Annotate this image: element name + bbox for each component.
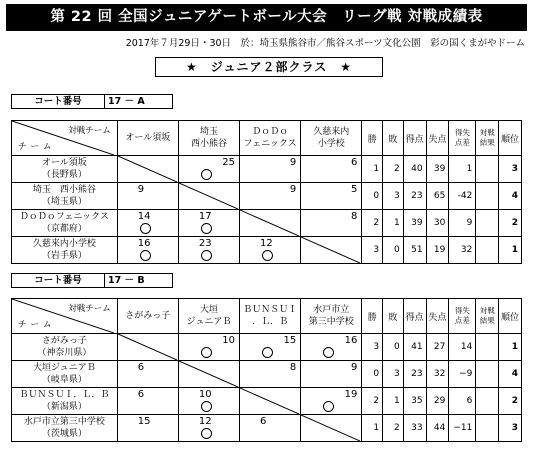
team-cell — [12, 388, 118, 415]
point-diff-value: 14 — [449, 334, 476, 361]
wins-value: 3 — [362, 334, 383, 361]
team-name: 水戸市立第三中学校 — [23, 417, 105, 427]
header-line: 対戦 — [479, 128, 495, 137]
match-score: 16 — [344, 335, 358, 346]
points-against-header: 失点 — [426, 299, 449, 334]
match-score-cell — [301, 334, 362, 361]
match-score: 9 — [137, 184, 145, 195]
team-cell — [12, 210, 118, 237]
team-row — [12, 183, 522, 210]
team-prefecture: （新潟県） — [41, 402, 87, 412]
match-score-cell — [117, 237, 178, 264]
opponent-column-header — [240, 121, 301, 156]
win-circle-icon — [323, 347, 334, 358]
match-score-cell — [178, 415, 239, 442]
match-score-cell — [178, 210, 239, 237]
points-for-header: 得点 — [403, 121, 426, 156]
match-score-cell — [301, 361, 362, 388]
self-match-cell — [178, 183, 239, 210]
team-row — [12, 237, 522, 264]
match-score: 9 — [289, 157, 297, 168]
league-table — [11, 120, 522, 264]
opponent-name-line: 水戸市立 — [313, 305, 350, 315]
points-against-value: 32 — [426, 361, 449, 388]
match-score-cell — [178, 334, 239, 361]
wins-value: 1 — [362, 156, 383, 183]
points-against-value: 39 — [426, 156, 449, 183]
match-score-cell — [240, 334, 301, 361]
points-for-value: 33 — [403, 415, 426, 442]
class-banner: ★ ジュニア２部クラス ★ — [155, 57, 383, 77]
court-number: 17 － A — [108, 96, 145, 107]
match-score: 17 — [198, 211, 212, 222]
corner-opponent-label: 対戦チーム — [68, 304, 111, 314]
match-score: 19 — [344, 389, 358, 400]
points-against-value: 30 — [426, 210, 449, 237]
match-score: 14 — [137, 211, 151, 222]
opponent-name-line: オール須坂 — [125, 133, 171, 143]
opponent-name-line: さがみっ子 — [125, 311, 171, 321]
match-score: 8 — [350, 211, 358, 222]
match-score-cell — [240, 415, 301, 442]
match-score-cell — [301, 156, 362, 183]
point-diff-value: 1 — [449, 156, 476, 183]
win-circle-icon — [201, 250, 212, 261]
opponent-column-header — [178, 299, 239, 334]
losses-value: 2 — [383, 415, 404, 442]
team-cell — [12, 237, 118, 264]
match-score: 6 — [260, 416, 267, 427]
corner-team-label: チーム — [18, 320, 56, 330]
points-against-value: 27 — [426, 334, 449, 361]
rank-header: 順位 — [499, 121, 522, 156]
point-diff-value: 32 — [449, 237, 476, 264]
opponent-name-line: 小学校 — [317, 139, 345, 149]
opponent-column-header — [117, 121, 178, 156]
team-cell — [12, 156, 118, 183]
self-match-cell — [178, 361, 239, 388]
header-line: 結果 — [479, 316, 495, 325]
opponent-column-header — [178, 121, 239, 156]
match-score-cell — [301, 388, 362, 415]
team-name: ＤｏＤｏフェニックス — [19, 212, 109, 222]
match-result-value — [476, 388, 499, 415]
opponent-name-line: 大垣 — [199, 305, 218, 315]
points-for-value: 40 — [403, 156, 426, 183]
match-score-cell — [178, 156, 239, 183]
team-cell — [12, 415, 118, 442]
point-diff-value: −9 — [449, 361, 476, 388]
opponent-column-header — [301, 299, 362, 334]
losses-value: 0 — [383, 237, 404, 264]
match-score-cell — [240, 183, 301, 210]
opponent-name-line: 第三中学校 — [308, 317, 354, 327]
league-table — [11, 298, 522, 442]
losses-value: 3 — [383, 361, 404, 388]
losses-header: 敗 — [383, 121, 404, 156]
opponent-name-line: ＤｏＤｏ — [252, 127, 289, 137]
win-circle-icon — [140, 250, 151, 261]
match-result-value — [476, 334, 499, 361]
court-label-box — [11, 94, 173, 109]
header-line: 点差 — [454, 316, 470, 325]
opponent-column-header — [117, 299, 178, 334]
points-against-value: 19 — [426, 237, 449, 264]
match-score: 6 — [350, 157, 358, 168]
match-result-header — [476, 299, 499, 334]
wins-value: 0 — [362, 183, 383, 210]
match-score: 15 — [137, 416, 151, 427]
win-circle-icon — [262, 347, 273, 358]
court-label: コート番号 — [12, 274, 105, 287]
match-score-cell — [117, 361, 178, 388]
match-score-cell — [117, 388, 178, 415]
match-score: 8 — [289, 362, 297, 373]
match-score-cell — [178, 237, 239, 264]
rank-value: 2 — [499, 210, 522, 237]
points-for-value: 23 — [403, 361, 426, 388]
match-score: 9 — [350, 362, 358, 373]
header-line: 得失 — [454, 128, 470, 137]
header-row — [12, 121, 522, 156]
losses-value: 2 — [383, 156, 404, 183]
win-circle-icon — [201, 169, 212, 180]
match-score: 16 — [137, 238, 151, 249]
points-against-header: 失点 — [426, 121, 449, 156]
rank-value: 2 — [499, 388, 522, 415]
match-result-value — [476, 237, 499, 264]
header-line: 点差 — [454, 138, 470, 147]
self-match-cell — [301, 237, 362, 264]
team-cell — [12, 183, 118, 210]
team-prefecture: （神奈川県） — [37, 348, 92, 358]
court-label: コート番号 — [12, 95, 105, 108]
win-circle-icon — [323, 401, 334, 412]
match-score: 5 — [350, 184, 358, 195]
points-for-value: 41 — [403, 334, 426, 361]
points-against-value: 65 — [426, 183, 449, 210]
wins-value: 2 — [362, 210, 383, 237]
team-prefecture: （埼玉県） — [41, 197, 87, 207]
opponent-name-line: 西小熊谷 — [190, 139, 227, 149]
match-score: 12 — [198, 416, 212, 427]
self-match-cell — [117, 156, 178, 183]
opponent-name-line: ジュニアＢ — [186, 317, 232, 327]
team-name: 埼玉 西小熊谷 — [32, 185, 96, 195]
team-row — [12, 334, 522, 361]
court-label-box — [11, 273, 173, 288]
team-prefecture: （茨城県） — [41, 429, 87, 439]
win-circle-icon — [201, 401, 212, 412]
match-result-value — [476, 156, 499, 183]
match-result-header — [476, 121, 499, 156]
points-for-value: 39 — [403, 210, 426, 237]
header-corner — [12, 299, 118, 334]
team-cell — [12, 361, 118, 388]
wins-header: 勝 — [362, 299, 383, 334]
match-score-cell — [240, 361, 301, 388]
match-score-cell — [301, 183, 362, 210]
match-result-value — [476, 183, 499, 210]
self-match-cell — [301, 415, 362, 442]
win-circle-icon — [201, 428, 212, 439]
losses-value: 3 — [383, 183, 404, 210]
rank-value: 4 — [499, 183, 522, 210]
rank-value: 3 — [499, 415, 522, 442]
points-against-value: 44 — [426, 415, 449, 442]
point-diff-value: 9 — [449, 210, 476, 237]
opponent-name-line: 久慈来内 — [313, 127, 350, 137]
team-cell — [12, 334, 118, 361]
match-score-cell — [178, 388, 239, 415]
wins-value: 2 — [362, 388, 383, 415]
match-score-cell — [117, 183, 178, 210]
header-row — [12, 299, 522, 334]
losses-value: 1 — [383, 388, 404, 415]
match-score: 12 — [260, 238, 273, 249]
losses-header: 敗 — [383, 299, 404, 334]
points-for-value: 23 — [403, 183, 426, 210]
match-result-value — [476, 361, 499, 388]
opponent-name-line: フェニックス — [243, 139, 297, 149]
corner-team-label: チーム — [18, 142, 56, 152]
win-circle-icon — [201, 347, 212, 358]
team-name: さがみっ子 — [41, 336, 87, 346]
points-for-value: 51 — [403, 237, 426, 264]
header-corner — [12, 121, 118, 156]
match-score: 10 — [198, 389, 212, 400]
team-prefecture: （岩手県） — [41, 251, 87, 261]
point-diff-value: −11 — [449, 415, 476, 442]
rank-value: 1 — [499, 334, 522, 361]
points-for-value: 35 — [403, 388, 426, 415]
wins-value: 3 — [362, 237, 383, 264]
team-row — [12, 415, 522, 442]
match-score: 25 — [222, 157, 236, 168]
page-title: 第 22 回 全国ジュニアゲートボール大会 リーグ戦 対戦成績表 — [6, 4, 527, 31]
point-diff-value: -42 — [449, 183, 476, 210]
event-details: 2017年７月29日・30日 於：埼玉県熊谷市／熊谷スポーツ文化公園 彩の国くまがやドーム — [125, 38, 525, 49]
team-row — [12, 361, 522, 388]
losses-value: 0 — [383, 334, 404, 361]
win-circle-icon — [262, 250, 273, 261]
header-line: 結果 — [479, 138, 495, 147]
self-match-cell — [240, 210, 301, 237]
win-circle-icon — [201, 223, 212, 234]
match-score: 15 — [283, 335, 297, 346]
team-name: ＢＵＮＳＵＩ．Ｌ．Ｂ — [19, 390, 110, 400]
wins-value: 1 — [362, 415, 383, 442]
match-score-cell — [117, 210, 178, 237]
header-line: 得失 — [454, 306, 470, 315]
team-row — [12, 156, 522, 183]
wins-value: 0 — [362, 361, 383, 388]
team-name: 久慈来内小学校 — [32, 239, 96, 249]
court-number: 17 － B — [108, 275, 145, 286]
self-match-cell — [240, 388, 301, 415]
match-score: 9 — [289, 184, 297, 195]
corner-opponent-label: 対戦チーム — [68, 126, 111, 136]
point-diff-header — [449, 121, 476, 156]
team-name: 大垣ジュニアＢ — [32, 363, 96, 373]
team-row — [12, 210, 522, 237]
team-prefecture: （岐阜県） — [41, 375, 87, 385]
rank-header: 順位 — [499, 299, 522, 334]
team-row — [12, 388, 522, 415]
match-score-cell — [240, 156, 301, 183]
match-score-cell — [117, 415, 178, 442]
team-name: オール須坂 — [41, 158, 87, 168]
rank-value: 1 — [499, 237, 522, 264]
match-score: 6 — [137, 389, 145, 400]
match-score-cell — [240, 237, 301, 264]
opponent-name-line: ．Ｌ．Ｂ — [252, 317, 289, 327]
wins-header: 勝 — [362, 121, 383, 156]
point-diff-value: 6 — [449, 388, 476, 415]
header-line: 対戦 — [479, 306, 495, 315]
opponent-name-line: ＢＵＮＳＵＩ — [243, 305, 298, 315]
opponent-column-header — [240, 299, 301, 334]
points-for-header: 得点 — [403, 299, 426, 334]
rank-value: 4 — [499, 361, 522, 388]
match-result-value — [476, 210, 499, 237]
match-score: 6 — [137, 362, 145, 373]
win-circle-icon — [140, 223, 151, 234]
losses-value: 1 — [383, 210, 404, 237]
match-result-value — [476, 415, 499, 442]
opponent-name-line: 埼玉 — [199, 127, 218, 137]
team-prefecture: （長野県） — [41, 170, 87, 180]
points-against-value: 29 — [426, 388, 449, 415]
team-prefecture: （京都府） — [41, 224, 87, 234]
opponent-column-header — [301, 121, 362, 156]
match-score: 10 — [222, 335, 236, 346]
point-diff-header — [449, 299, 476, 334]
self-match-cell — [117, 334, 178, 361]
match-score-cell — [301, 210, 362, 237]
match-score: 23 — [198, 238, 212, 249]
rank-value: 3 — [499, 156, 522, 183]
